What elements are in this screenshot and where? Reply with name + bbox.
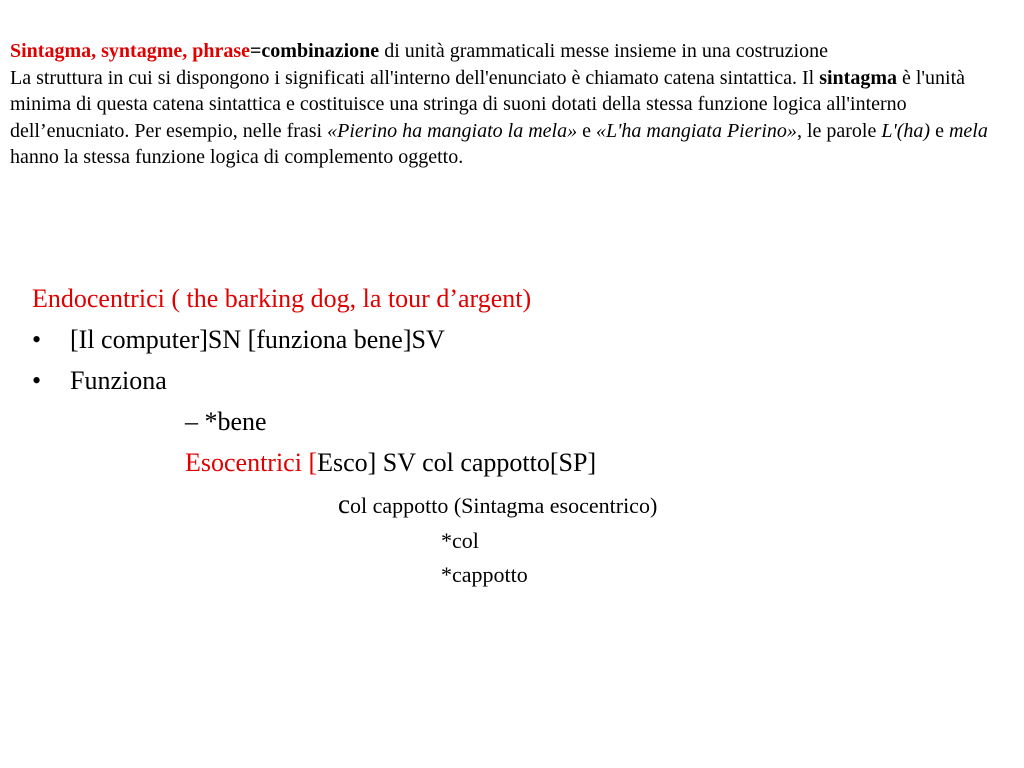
bullet-dot: • [32, 325, 42, 354]
star-cappotto: *cappotto [441, 562, 528, 587]
col-cappotto-text: ol cappotto (Sintagma esocentrico) [349, 493, 658, 518]
bullet-text-2: Funziona [70, 366, 167, 395]
explanation-text-b: è l'unità minima di questa catena sintattica e costituisce una stringa di suoni dotati della stessa funzione logica all'interno dell’enucniato. Per esempio, nelle frasi [10, 66, 966, 142]
bullet-item-2 [32, 366, 167, 396]
word-lha: L'(ha) [881, 119, 931, 142]
intro-text-block [10, 38, 1014, 171]
bullet-dot: • [32, 366, 42, 395]
sub-item-bene: – *bene [185, 407, 267, 436]
word-mela: mela [948, 119, 988, 142]
example-sentence-2: «L'ha mangiata Pierino» [595, 119, 797, 142]
explanation-paragraph [10, 65, 1014, 171]
sintagma-bold: sintagma [819, 66, 897, 89]
explanation-text-c: , le parole [796, 119, 882, 142]
combination-bold: =combinazione [250, 40, 380, 62]
definition-rest: di unità grammaticali messe insieme in una costruzione [379, 40, 828, 62]
col-initial: c [338, 489, 350, 519]
exocentric-example: Esco] SV col cappotto[SP] [317, 448, 597, 477]
star-col: *col [441, 528, 479, 553]
term-highlight: Sintagma, syntagme, phrase [10, 40, 251, 62]
endocentric-heading: Endocentrici ( the barking dog, la tour d’argent) [32, 284, 532, 313]
conjunction-1: e [577, 119, 596, 142]
bullet-text-1: [Il computer]SN [funziona bene]SV [70, 325, 445, 354]
col-cappotto-line [338, 491, 657, 519]
exocentric-line [185, 448, 596, 478]
definition-paragraph [10, 38, 1014, 65]
exocentric-label: Esocentrici [ [185, 448, 318, 477]
explanation-text-d: hanno la stessa funzione logica di complemento oggetto. [10, 146, 464, 168]
example-sentence-1: «Pierino ha mangiato la mela» [327, 119, 578, 142]
conjunction-2: e [930, 119, 949, 142]
explanation-text-a: La struttura in cui si dispongono i significati all'interno dell'enunciato è chiamato catena sintattica. Il [10, 66, 820, 89]
bullet-item-1 [32, 325, 445, 355]
